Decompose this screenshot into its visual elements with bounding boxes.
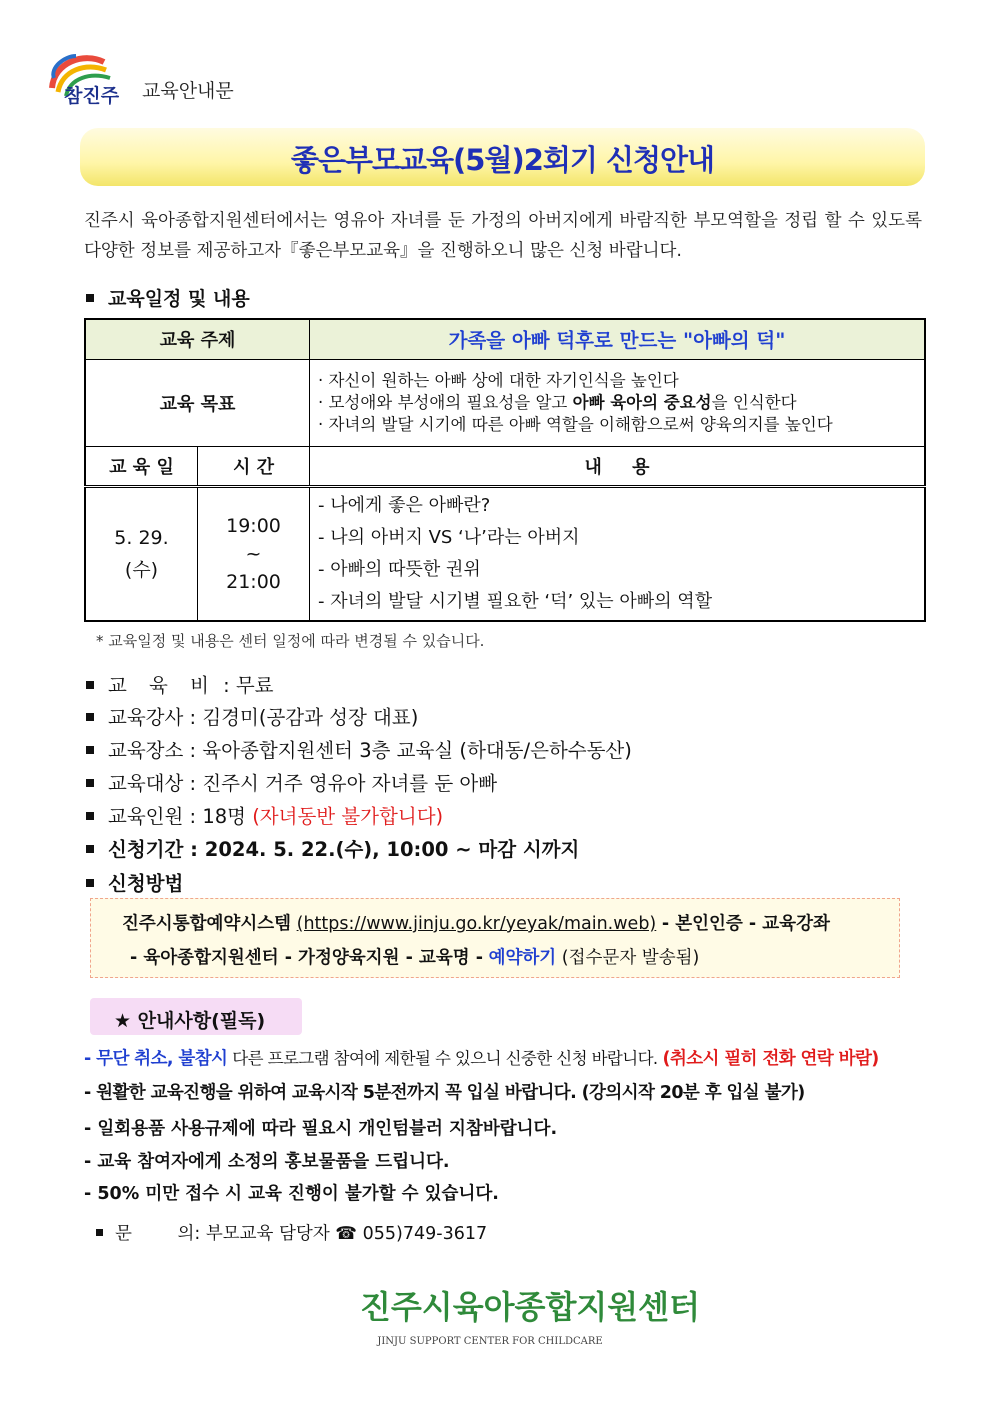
col-time-header: 시 간 [198,446,310,486]
info-capacity: 교육인원 : 18명 (자녀동반 불가합니다) [86,801,443,829]
goal-list [310,359,926,446]
info-fee: 교 육 비 : 무료 [86,670,274,698]
notice-line-3: - 일회용품 사용규제에 따라 필요시 개인텀블러 지참바랍니다. [84,1119,558,1139]
info-instructor: 교육강사 : 김경미(공감과 성장 대표) [86,702,418,730]
apply-line-2: - 육아종합지원센터 - 가정양육지원 - 교육명 - 예약하기 (접수문자 발송됨) [130,948,700,968]
notice-line-2: - 원활한 교육진행을 위하여 교육시작 5분전까지 꼭 입실 바랍니다. (강의시작 20분 후 입실 불가) [84,1083,805,1103]
goal-item: · 모성애와 부성애의 필요성을 알고 아빠 육아의 중요성을 인식한다 [318,392,797,412]
session-date [85,486,198,621]
col-content-header: 내 용 [310,446,926,486]
column-header-row [85,446,925,486]
content-item: - 자녀의 발달 시기별 필요한 ‘덕’ 있는 아빠의 역할 [318,590,713,612]
notice-line-4: - 교육 참여자에게 소정의 홍보물품을 드립니다. [84,1152,450,1172]
info-method: 신청방법 [86,868,183,896]
session-date-line: 5. 29. [114,526,169,549]
topic-value: 가족을 아빠 덕후로 만드는 "아빠의 덕" [310,319,926,359]
bullet-square [86,746,94,754]
time-separator: ~ [245,542,262,565]
apply-line-1: 진주시통합예약시스템 (https://www.jinju.go.kr/yeyak/main.web) - 본인인증 - 교육강좌 [122,914,830,934]
jinju-city-logo [44,48,136,106]
center-english-name: JINJU SUPPORT CENTER FOR CHILDCARE [377,1336,603,1347]
reserve-label: 예약하기 [488,948,557,968]
notice-title: ★ 안내사항(필독) [114,1010,266,1032]
col-date-header: 교 육 일 [85,446,198,486]
goal-item: · 자녀의 발달 시기에 따른 아빠 역할을 이해함으로써 양육의지를 높인다 [318,414,833,434]
topic-row [85,319,925,359]
center-name: 진주시육아종합지원센터 [359,1288,701,1326]
content-item: - 나에게 좋은 아빠란? [318,494,491,516]
bullet-square [86,879,94,887]
bullet-square [86,845,94,853]
info-place: 교육장소 : 육아종합지원센터 3층 교육실 (하대동/은하수동산) [86,735,632,763]
info-period: 신청기간 : 2024. 5. 22.(수), 10:00 ~ 마감 시까지 [86,834,579,862]
bullet-square [86,779,94,787]
goal-row [85,359,925,446]
time-start: 19:00 [226,514,281,537]
notice-line-1: - 무단 취소, 불참시 다른 프로그램 참여에 제한될 수 있으니 신중한 신청 바랍니다. (취소시 필히 전화 연락 바람) [84,1049,879,1069]
page-title: 좋은부모교육(5월)2회기 신청안내 [290,143,715,177]
center-logo [340,1282,720,1352]
content-item: - 나의 아버지 VS ‘나’라는 아버지 [318,526,580,548]
bullet-square [96,1229,103,1236]
session-contents [310,486,926,621]
schedule-section-heading [86,284,250,311]
reservation-url-link[interactable]: (https://www.jinju.go.kr/yeyak/main.web) [296,914,657,934]
bullet-square [86,713,94,721]
capacity-note: (자녀동반 불가합니다) [252,805,444,828]
info-target: 교육대상 : 진주시 거주 영유아 자녀를 둔 아빠 [86,768,497,796]
content-item: - 아빠의 따뜻한 권위 [318,558,481,580]
bullet-square [86,294,94,302]
bullet-square [86,812,94,820]
reservation-system-name: 진주시통합예약시스템 [122,914,292,934]
session-time [198,486,310,621]
time-end: 21:00 [226,570,281,593]
goal-label: 교육 목표 [85,359,310,446]
notice-line-5: - 50% 미만 접수 시 교육 진행이 불가할 수 있습니다. [84,1184,499,1204]
document-label: 교육안내문 [142,80,234,102]
goal-item: · 자신이 원하는 아빠 상에 대한 자기인식을 높인다 [318,370,679,390]
intro-paragraph: 진주시 육아종합지원센터에서는 영유아 자녀를 둔 가정의 아버지에게 바람직한 부모역할을 정립 할 수 있도록 다양한 정보를 제공하고자『좋은부모교육』을 진행하오니 많은 신청 바랍니다. [84,211,922,261]
schedule-section-title: 교육일정 및 내용 [108,288,250,310]
topic-label: 교육 주제 [85,319,310,359]
schedule-table [84,318,926,622]
logo-text: 참진주 [64,85,120,106]
table-note: * 교육일정 및 내용은 센터 일정에 따라 변경될 수 있습니다. [96,632,485,650]
contact-line: 문 의: 부모교육 담당자 ☎ 055)749-3617 [96,1220,487,1245]
session-row [85,486,925,621]
bullet-square [86,681,94,689]
session-day: (수) [124,558,159,581]
